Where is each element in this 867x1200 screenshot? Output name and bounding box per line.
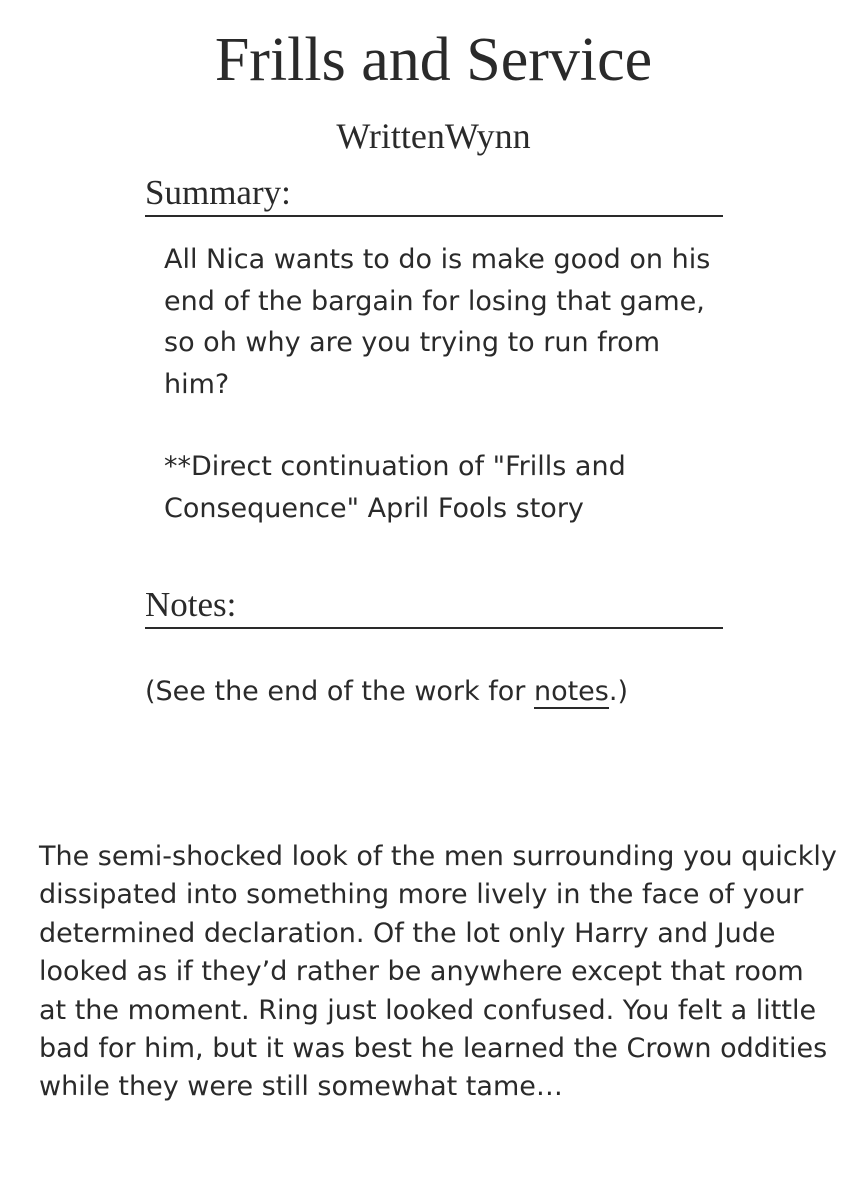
story-body-paragraph: The semi-shocked look of the men surrounding you quickly dissipated into something more lively in the face of your determined declaration. Of the lot only Harry and Jude looked as if they’d rather be anywhere except that room at the moment. Ring just looked confused. You felt a little bad for him, but it was best he learned the Crown oddities while they were still somewhat tame…	[39, 841, 837, 1103]
notes-suffix: .)	[608, 676, 628, 707]
notes-prefix: (See the end of the work for	[145, 676, 534, 707]
summary-paragraph: All Nica wants to do is make good on his end of the bargain for losing that game, so oh why are you trying to run from him?	[164, 244, 711, 400]
notes-link[interactable]: notes	[533, 676, 609, 707]
author-byline[interactable]: WrittenWynn	[336, 116, 531, 156]
work-title: Frills and Service	[214, 26, 653, 94]
summary-heading: Summary:	[145, 172, 723, 217]
summary-paragraph: **Direct continuation of "Frills and Consequence" April Fools story	[164, 451, 626, 524]
notes-text	[145, 671, 745, 712]
notes-heading: Notes:	[145, 584, 723, 629]
